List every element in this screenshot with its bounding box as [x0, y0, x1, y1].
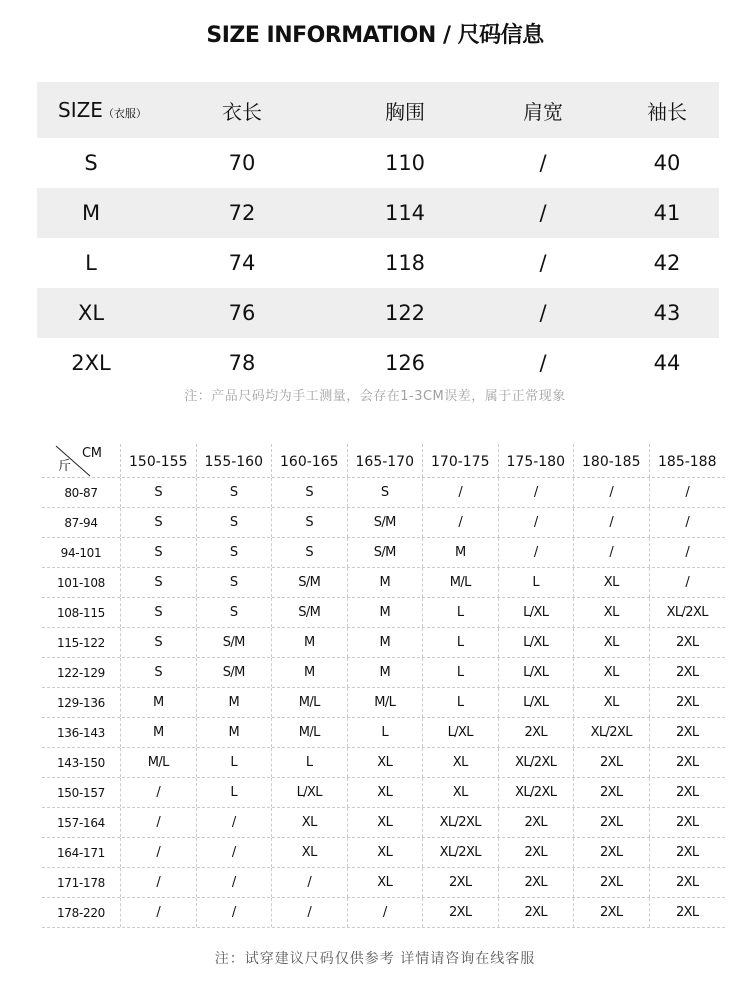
size-recommendation-cell: XL: [348, 808, 424, 837]
size-recommendation-cell: M: [348, 628, 424, 657]
weight-cell: 136-143: [42, 718, 121, 747]
measurement-note: 注：产品尺码均为手工测量，会存在1-3CM误差，属于正常现象: [184, 389, 566, 404]
header-size: [37, 98, 145, 122]
grid-row: [42, 898, 725, 928]
size-recommendation-cell: 2XL: [499, 718, 575, 747]
weight-cell: 157-164: [42, 808, 121, 837]
length-cell: 74: [228, 251, 256, 275]
size-recommendation-cell: S/M: [348, 508, 424, 537]
size-recommendation-cell: 2XL: [675, 725, 699, 740]
grid-row: [42, 688, 725, 718]
size-recommendation-cell: 2XL: [499, 868, 575, 897]
size-table-row: [37, 338, 719, 388]
header-chest: 胸围: [385, 99, 425, 124]
height-header-cell: 185-188: [658, 453, 717, 470]
size-recommendation-cell: S: [197, 478, 273, 507]
height-header-cell: 155-160: [197, 444, 273, 477]
size-recommendation-cell: 2XL: [675, 695, 699, 710]
size-recommendation-cell: M/L: [272, 688, 348, 717]
size-recommendation-cell: XL: [574, 598, 650, 627]
weight-cell: 108-115: [42, 598, 121, 627]
size-recommendation-cell: XL: [423, 778, 499, 807]
size-recommendation-cell: L: [272, 748, 348, 777]
height-header-cell: 160-165: [272, 444, 348, 477]
size-recommendation-cell: /: [499, 538, 575, 567]
height-header-cell: 165-170: [348, 444, 424, 477]
height-header-cell: 175-180: [499, 444, 575, 477]
size-recommendation-cell: S: [121, 478, 197, 507]
height-header-cell: 170-175: [423, 444, 499, 477]
size-recommendation-cell: L: [423, 598, 499, 627]
size-recommendation-cell: S: [121, 658, 197, 687]
size-recommendation-cell: M: [348, 568, 424, 597]
size-recommendation-cell: /: [197, 838, 273, 867]
grid-row: [42, 658, 725, 688]
grid-row: [42, 838, 725, 868]
size-cell: S: [84, 151, 98, 175]
header-shoulder: 肩宽: [523, 99, 563, 124]
size-recommendation-cell: /: [685, 485, 690, 500]
size-cell: M: [81, 201, 101, 225]
size-recommendation-cell: L: [348, 718, 424, 747]
size-recommendation-cell: S: [121, 568, 197, 597]
size-recommendation-cell: XL: [574, 688, 650, 717]
size-recommendation-cell: 2XL: [574, 808, 650, 837]
size-recommendation-cell: /: [685, 515, 690, 530]
size-recommendation-cell: S: [121, 538, 197, 567]
size-recommendation-cell: 2XL: [675, 875, 699, 890]
sleeve-cell: 44: [653, 351, 681, 375]
size-recommendation-cell: 2XL: [675, 905, 699, 920]
size-recommendation-cell: 2XL: [675, 755, 699, 770]
size-recommendation-cell: XL: [348, 868, 424, 897]
size-recommendation-cell: 2XL: [574, 868, 650, 897]
size-recommendation-cell: S: [121, 508, 197, 537]
size-recommendation-cell: S/M: [197, 658, 273, 687]
grid-corner: [42, 444, 121, 477]
chest-cell: 126: [384, 351, 426, 375]
size-table-row: [37, 138, 719, 188]
length-cell: 70: [228, 151, 256, 175]
size-recommendation-cell: /: [574, 478, 650, 507]
size-recommendation-cell: L/XL: [272, 778, 348, 807]
size-recommendation-cell: XL: [574, 568, 650, 597]
weight-cell: 80-87: [42, 478, 121, 507]
shoulder-cell: /: [539, 151, 547, 175]
size-recommendation-cell: L/XL: [499, 658, 575, 687]
weight-cell: 101-108: [42, 568, 121, 597]
suggestion-note: 注：试穿建议尺码仅供参考 详情请咨询在线客服: [214, 951, 536, 967]
size-recommendation-cell: S: [197, 598, 273, 627]
size-recommendation-cell: L/XL: [499, 628, 575, 657]
grid-row: [42, 538, 725, 568]
header-sleeve: 袖长: [647, 99, 687, 124]
size-table-row: [37, 188, 719, 238]
size-recommendation-cell: S: [272, 478, 348, 507]
size-recommendation-cell: XL/2XL: [499, 748, 575, 777]
size-recommendation-cell: L: [197, 778, 273, 807]
size-recommendation-cell: S: [348, 478, 424, 507]
size-recommendation-cell: L: [197, 748, 273, 777]
size-recommendation-cell: XL/2XL: [666, 605, 708, 620]
chest-cell: 118: [384, 251, 426, 275]
weight-cell: 171-178: [42, 868, 121, 897]
size-recommendation-cell: S: [272, 538, 348, 567]
shoulder-cell: /: [539, 301, 547, 325]
size-recommendation-cell: /: [685, 545, 690, 560]
weight-cell: 178-220: [42, 898, 121, 927]
size-recommendation-cell: /: [121, 898, 197, 927]
size-recommendation-cell: /: [121, 808, 197, 837]
chest-cell: 122: [384, 301, 426, 325]
size-recommendation-cell: 2XL: [499, 808, 575, 837]
size-recommendation-cell: M/L: [348, 688, 424, 717]
weight-cell: 122-129: [42, 658, 121, 687]
corner-height-label: CM: [82, 446, 102, 461]
size-table-row: [37, 288, 719, 338]
size-recommendation-cell: S: [121, 628, 197, 657]
height-header-cell: 150-155: [121, 444, 197, 477]
grid-row: [42, 718, 725, 748]
size-recommendation-cell: L/XL: [499, 688, 575, 717]
size-recommendation-cell: M: [272, 658, 348, 687]
size-recommendation-cell: XL/2XL: [499, 778, 575, 807]
size-table: [37, 82, 719, 388]
chest-cell: 114: [384, 201, 426, 225]
size-recommendation-cell: /: [272, 898, 348, 927]
size-recommendation-cell: 2XL: [423, 898, 499, 927]
shoulder-cell: /: [539, 251, 547, 275]
size-recommendation-cell: M: [121, 718, 197, 747]
sleeve-cell: 43: [653, 301, 681, 325]
size-recommendation-cell: M: [423, 538, 499, 567]
grid-row: [42, 808, 725, 838]
size-recommendation-cell: /: [574, 538, 650, 567]
weight-cell: 164-171: [42, 838, 121, 867]
size-recommendation-cell: M/L: [272, 718, 348, 747]
size-recommendation-cell: M: [348, 658, 424, 687]
size-recommendation-cell: XL: [272, 838, 348, 867]
sleeve-cell: 40: [653, 151, 681, 175]
size-recommendation-cell: /: [121, 838, 197, 867]
grid-row: [42, 628, 725, 658]
size-recommendation-cell: 2XL: [675, 845, 699, 860]
header-length: 衣长: [222, 99, 262, 124]
size-recommendation-cell: /: [197, 808, 273, 837]
size-recommendation-cell: M: [197, 718, 273, 747]
grid-row: [42, 868, 725, 898]
size-recommendation-cell: /: [121, 778, 197, 807]
size-recommendation-cell: /: [121, 868, 197, 897]
header-size-sub: （衣服）: [102, 107, 147, 120]
size-recommendation-cell: L: [423, 628, 499, 657]
size-recommendation-cell: 2XL: [574, 898, 650, 927]
sleeve-cell: 42: [653, 251, 681, 275]
size-recommendation-cell: XL: [348, 778, 424, 807]
size-recommendation-cell: 2XL: [423, 868, 499, 897]
size-recommendation-cell: S: [197, 538, 273, 567]
length-cell: 72: [228, 201, 256, 225]
weight-cell: 129-136: [42, 688, 121, 717]
grid-header: [42, 444, 725, 478]
size-recommendation-cell: L: [423, 688, 499, 717]
weight-cell: 143-150: [42, 748, 121, 777]
size-recommendation-cell: XL: [574, 658, 650, 687]
grid-row: [42, 568, 725, 598]
size-recommendation-cell: L/XL: [499, 598, 575, 627]
size-recommendation-cell: XL: [423, 748, 499, 777]
weight-cell: 115-122: [42, 628, 121, 657]
page-title: SIZE INFORMATION / 尺码信息: [206, 23, 544, 48]
size-recommendation-cell: /: [348, 898, 424, 927]
size-recommendation-cell: M: [197, 688, 273, 717]
grid-row: [42, 478, 725, 508]
size-recommendation-cell: XL/2XL: [423, 838, 499, 867]
size-recommendation-cell: M: [272, 628, 348, 657]
size-recommendation-cell: 2XL: [574, 838, 650, 867]
shoulder-cell: /: [539, 201, 547, 225]
size-recommendation-cell: XL: [348, 748, 424, 777]
size-recommendation-cell: S/M: [272, 568, 348, 597]
size-recommendation-cell: /: [499, 508, 575, 537]
size-cell: 2XL: [71, 351, 111, 375]
size-recommendation-cell: S/M: [272, 598, 348, 627]
length-cell: 78: [228, 351, 256, 375]
shoulder-cell: /: [539, 351, 547, 375]
size-recommendation-cell: 2XL: [675, 635, 699, 650]
size-recommendation-cell: 2XL: [499, 898, 575, 927]
grid-row: [42, 598, 725, 628]
corner-weight-label: 斤: [58, 459, 71, 474]
size-recommendation-cell: S: [197, 568, 273, 597]
size-recommendation-cell: S: [197, 508, 273, 537]
size-recommendation-cell: 2XL: [675, 785, 699, 800]
size-recommendation-cell: L: [499, 568, 575, 597]
size-recommendation-cell: S: [272, 508, 348, 537]
size-recommendation-cell: M: [121, 688, 197, 717]
size-recommendation-cell: L: [423, 658, 499, 687]
size-recommendation-cell: 2XL: [499, 838, 575, 867]
weight-cell: 150-157: [42, 778, 121, 807]
size-cell: L: [85, 251, 97, 275]
size-recommendation-cell: S/M: [197, 628, 273, 657]
sleeve-cell: 41: [653, 201, 681, 225]
size-recommendation-cell: 2XL: [574, 748, 650, 777]
size-table-row: [37, 238, 719, 288]
grid-row: [42, 748, 725, 778]
size-recommendation-cell: XL: [348, 838, 424, 867]
size-recommendation-grid: [42, 444, 725, 928]
size-recommendation-cell: XL/2XL: [423, 808, 499, 837]
size-recommendation-cell: /: [499, 478, 575, 507]
chest-cell: 110: [384, 151, 426, 175]
size-recommendation-cell: /: [423, 478, 499, 507]
size-recommendation-cell: /: [197, 898, 273, 927]
size-recommendation-cell: /: [272, 868, 348, 897]
size-cell: XL: [77, 301, 105, 325]
size-recommendation-cell: S/M: [348, 538, 424, 567]
size-recommendation-cell: L/XL: [423, 718, 499, 747]
size-recommendation-cell: XL/2XL: [574, 718, 650, 747]
size-recommendation-cell: XL: [574, 628, 650, 657]
weight-cell: 94-101: [42, 538, 121, 567]
size-recommendation-cell: /: [197, 868, 273, 897]
size-table-header: [37, 82, 719, 138]
size-recommendation-cell: /: [574, 508, 650, 537]
size-recommendation-cell: M/L: [423, 568, 499, 597]
size-recommendation-cell: XL: [272, 808, 348, 837]
size-recommendation-cell: /: [685, 575, 690, 590]
size-recommendation-cell: 2XL: [574, 778, 650, 807]
size-recommendation-cell: 2XL: [675, 815, 699, 830]
size-recommendation-cell: M: [348, 598, 424, 627]
size-recommendation-cell: /: [423, 508, 499, 537]
size-recommendation-cell: M/L: [121, 748, 197, 777]
height-header-cell: 180-185: [574, 444, 650, 477]
grid-row: [42, 778, 725, 808]
grid-row: [42, 508, 725, 538]
size-recommendation-cell: S: [121, 598, 197, 627]
size-recommendation-cell: 2XL: [675, 665, 699, 680]
header-size-label: SIZE: [58, 98, 103, 122]
length-cell: 76: [228, 301, 256, 325]
weight-cell: 87-94: [42, 508, 121, 537]
